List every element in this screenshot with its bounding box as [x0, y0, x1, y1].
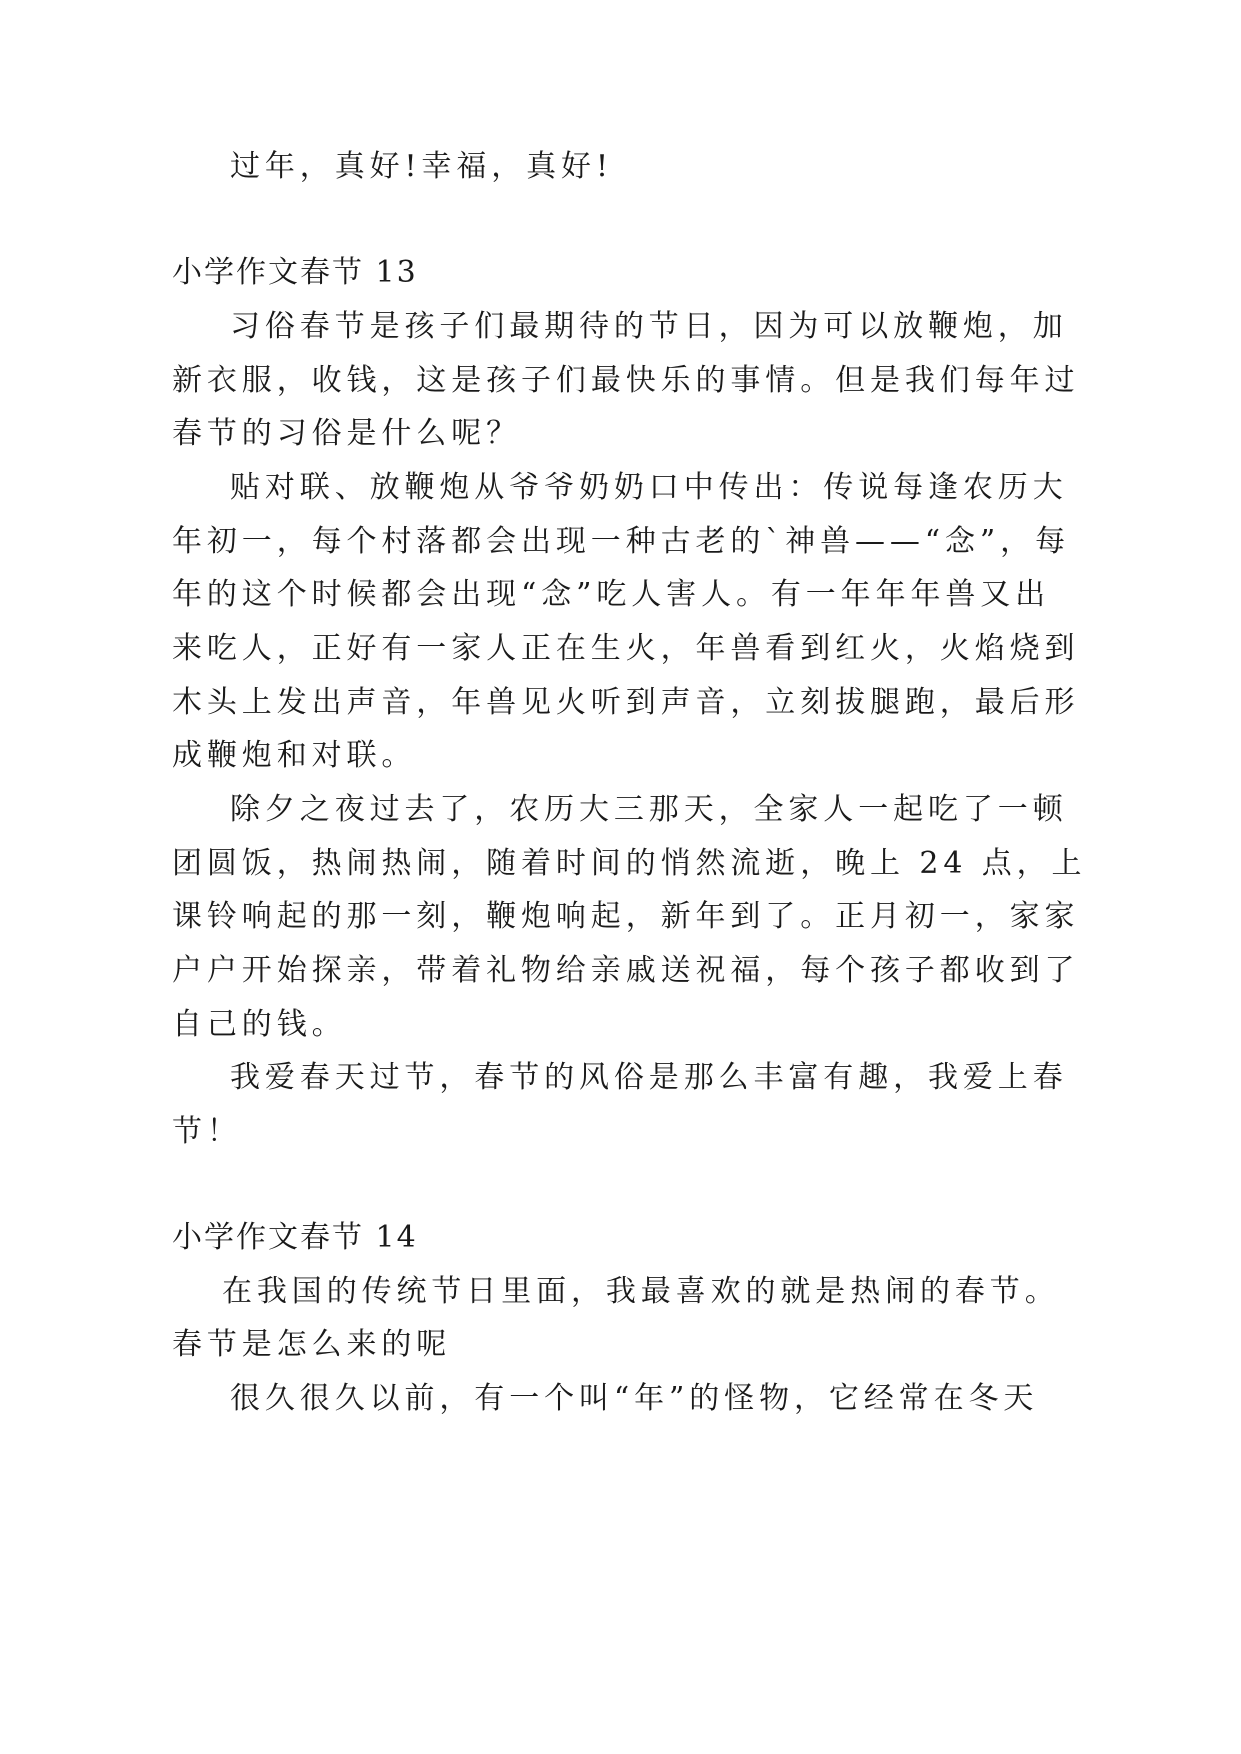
- closing-line: 过年，真好!幸福，真好!: [230, 149, 613, 184]
- essay-14-p1-line1: 在我国的传统节日里面，我最喜欢的就是热闹的春节。: [222, 1274, 1060, 1309]
- essay-13-p2-line4: 来吃人，正好有一家人正在生火，年兽看到红火，火焰烧到: [172, 631, 1080, 666]
- essay-13-p2-line3: 年的这个时候都会出现“念”吃人害人。有一年年年兽又出: [172, 577, 1051, 612]
- essay-13-p3-line1: 除夕之夜过去了，农历大三那天，全家人一起吃了一顿: [230, 792, 1068, 827]
- essay-13-p3-line4: 户户开始探亲，带着礼物给亲戚送祝福，每个孩子都收到了: [172, 953, 1080, 988]
- essay-13-p2-line6: 成鞭炮和对联。: [172, 738, 417, 773]
- essay-13-p3-line2: 团圆饭，热闹热闹，随着时间的悄然流逝，晚上 24 点，上: [172, 846, 1087, 881]
- essay-13-p3-line5: 自己的钱。: [172, 1007, 347, 1042]
- essay-14-p1-line2: 春节是怎么来的呢: [172, 1327, 452, 1362]
- essay-13-title: 小学作文春节 13: [172, 255, 418, 290]
- essay-14-title: 小学作文春节 14: [172, 1220, 418, 1255]
- essay-13-p4-line1: 我爱春天过节，春节的风俗是那么丰富有趣，我爱上春: [230, 1060, 1068, 1095]
- essay-13-p2-line2: 年初一，每个村落都会出现一种古老的`神兽——“念”，每: [172, 524, 1070, 559]
- essay-13-p1-line3: 春节的习俗是什么呢？: [172, 416, 521, 451]
- essay-13-p2-line1: 贴对联、放鞭炮从爷爷奶奶口中传出：传说每逢农历大: [230, 470, 1068, 505]
- essay-13-p3-line3: 课铃响起的那一刻，鞭炮响起，新年到了。正月初一，家家: [172, 899, 1080, 934]
- essay-13-p1-line1: 习俗春节是孩子们最期待的节日，因为可以放鞭炮，加: [230, 309, 1068, 344]
- essay-13-p2-line5: 木头上发出声音，年兽见火听到声音，立刻拔腿跑，最后形: [172, 685, 1080, 720]
- essay-13-p1-line2: 新衣服，收钱，这是孩子们最快乐的事情。但是我们每年过: [172, 363, 1080, 398]
- essay-14-p2-line1: 很久很久以前，有一个叫“年”的怪物，它经常在冬天: [230, 1381, 1039, 1416]
- essay-13-p4-line2: 节！: [172, 1114, 242, 1149]
